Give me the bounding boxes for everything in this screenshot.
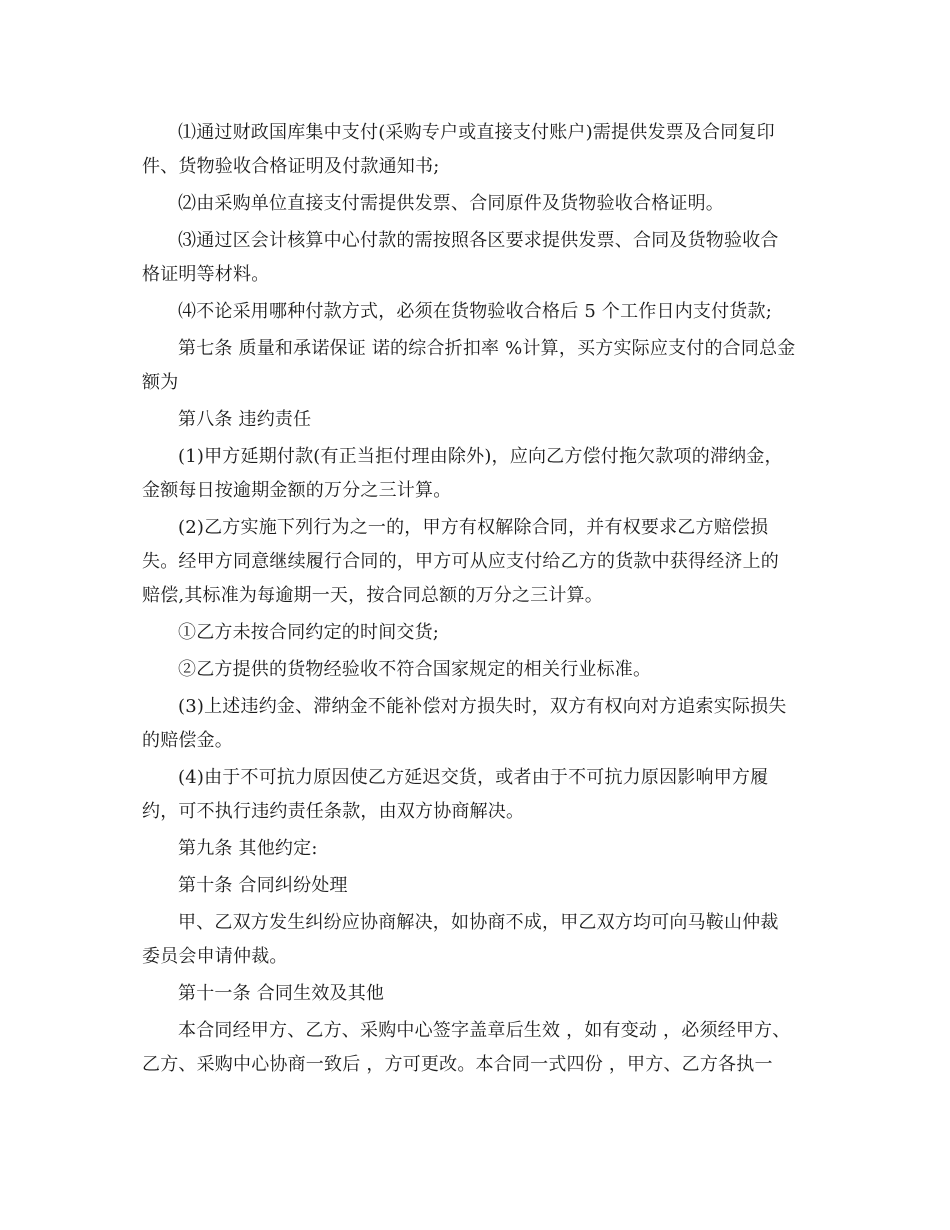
paragraph-line: 委员会申请仲裁。 bbox=[142, 946, 288, 967]
paragraph-line: 的赔偿金。 bbox=[142, 730, 233, 751]
paragraph-line: (3)上述违约金、滞纳金不能补偿对方损失时，双方有权向对方追索实际损失 bbox=[178, 696, 787, 717]
paragraph-line: (1)甲方延期付款(有正当拒付理由除外)，应向乙方偿付拖欠款项的滞纳金， bbox=[178, 446, 783, 467]
paragraph-line: 额为 bbox=[142, 372, 179, 393]
paragraph-line: 失。经甲方同意继续履行合同的，甲方可从应支付给乙方的货款中获得经济上的 bbox=[142, 551, 779, 572]
section-heading: 第八条 违约责任 bbox=[178, 409, 312, 430]
paragraph-line: 甲、乙双方发生纠纷应协商解决，如协商不成，甲乙双方均可向马鞍山仲裁 bbox=[178, 912, 779, 933]
paragraph-line: ⑴通过财政国库集中支付(采购专户或直接支付账户)需提供发票及合同复印 bbox=[178, 122, 775, 143]
paragraph-line: 格证明等材料。 bbox=[142, 264, 270, 285]
paragraph-line: 件、货物验收合格证明及付款通知书; bbox=[142, 156, 440, 177]
paragraph-line: 本合同经甲方、乙方、采购中心签字盖章后生效 ，如有变动 ，必须经甲方、 bbox=[178, 1020, 791, 1041]
section-heading: 第九条 其他约定: bbox=[178, 838, 318, 859]
paragraph-line: 赔偿,其标准为每逾期一天，按合同总额的万分之三计算。 bbox=[142, 585, 603, 606]
paragraph-line: 金额每日按逾期金额的万分之三计算。 bbox=[142, 480, 452, 501]
section-heading: 第十条 合同纠纷处理 bbox=[178, 875, 348, 896]
paragraph-line: ⑷不论采用哪种付款方式，必须在货物验收合格后 5 个工作日内支付货款; bbox=[178, 301, 772, 322]
paragraph-line: ⑶通过区会计核算中心付款的需按照各区要求提供发票、合同及货物验收合 bbox=[178, 230, 779, 251]
paragraph-line: ⑵由采购单位直接支付需提供发票、合同原件及货物验收合格证明。 bbox=[178, 193, 724, 214]
paragraph-line: (4)由于不可抗力原因使乙方延迟交货，或者由于不可抗力原因影响甲方履 bbox=[178, 767, 769, 788]
section-heading: 第十一条 合同生效及其他 bbox=[178, 983, 385, 1004]
paragraph-line: 第七条 质量和承诺保证 诺的综合折扣率 %计算，买方实际应支付的合同总金 bbox=[178, 338, 796, 359]
paragraph-line: ①乙方未按合同约定的时间交货; bbox=[178, 622, 440, 643]
paragraph-line: ②乙方提供的货物经验收不符合国家规定的相关行业标准。 bbox=[178, 659, 652, 680]
paragraph-line: (2)乙方实施下列行为之一的，甲方有权解除合同，并有权要求乙方赔偿损 bbox=[178, 517, 769, 538]
paragraph-line: 乙方、采购中心协商一致后 ，方可更改。本合同一式四份 ，甲方、乙方各执一 bbox=[142, 1054, 773, 1075]
paragraph-line: 约，可不执行违约责任条款，由双方协商解决。 bbox=[142, 801, 525, 822]
